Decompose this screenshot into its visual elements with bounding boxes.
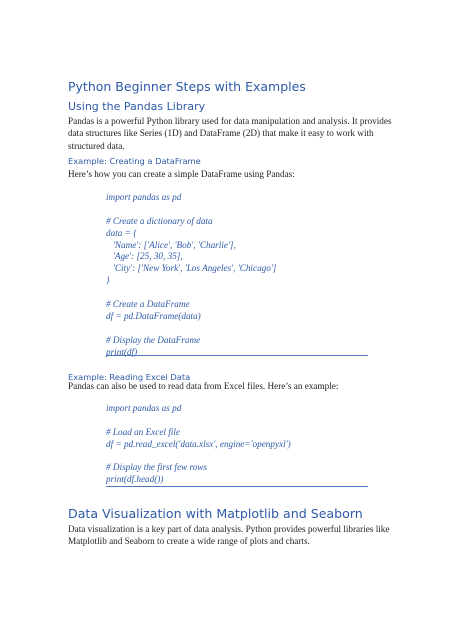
code-line: print(df.head()) bbox=[106, 474, 164, 485]
code-line: df = pd.read_excel('data.xlsx', engine='openpyxl') bbox=[106, 438, 291, 449]
paragraph-line: data structures like Series (1D) and DataFrame (2D) that make it easy to work with bbox=[68, 128, 374, 139]
code-line: df = pd.DataFrame(data) bbox=[106, 310, 201, 321]
section-heading-visualization: Data Visualization with Matplotlib and Seaborn bbox=[68, 506, 363, 521]
code-line: # Display the DataFrame bbox=[106, 334, 201, 345]
code-line: import pandas as pd bbox=[106, 192, 182, 202]
code-line: print(df) bbox=[106, 346, 138, 357]
example-heading-dataframe: Example: Creating a DataFrame bbox=[68, 156, 201, 166]
code-line bbox=[106, 204, 276, 216]
excel-intro-paragraph bbox=[68, 380, 438, 392]
section-heading-pandas: Using the Pandas Library bbox=[68, 100, 206, 113]
code-line: # Display the first few rows bbox=[106, 462, 207, 473]
paragraph-line: Pandas is a powerful Python library used for data manipulation and analysis. It provides bbox=[68, 116, 392, 126]
paragraph-line: Data visualization is a key part of data analysis. Python provides powerful libraries like bbox=[68, 524, 390, 534]
pandas-intro-paragraph bbox=[68, 115, 438, 152]
code-line bbox=[106, 415, 291, 427]
code-line: data = { bbox=[106, 227, 137, 238]
code-line: import pandas as pd bbox=[106, 403, 182, 413]
code-line: # Load an Excel file bbox=[106, 426, 180, 437]
code-block-divider bbox=[106, 486, 368, 487]
code-line: 'Age': [25, 30, 35], bbox=[106, 251, 183, 262]
code-line bbox=[106, 451, 291, 463]
code-line: # Create a dictionary of data bbox=[106, 215, 213, 226]
code-line: # Create a DataFrame bbox=[106, 299, 190, 310]
paragraph-line: Here’s how you can create a simple DataFrame using Pandas: bbox=[68, 169, 295, 179]
code-line bbox=[106, 287, 276, 299]
code-line: } bbox=[106, 275, 110, 286]
example-heading-excel: Example: Reading Excel Data bbox=[68, 372, 191, 382]
code-block-dataframe bbox=[106, 192, 276, 358]
code-line: 'Name': ['Alice', 'Bob', 'Charlie'], bbox=[106, 239, 236, 250]
code-line bbox=[106, 323, 276, 335]
paragraph-line: Matplotlib and Seaborn to create a wide range of plots and charts. bbox=[68, 536, 310, 547]
code-block-divider bbox=[106, 355, 368, 356]
paragraph-line: structured data. bbox=[68, 140, 125, 151]
visualization-intro-paragraph bbox=[68, 523, 438, 548]
dataframe-intro-paragraph bbox=[68, 168, 438, 180]
paragraph-line: Pandas can also be used to read data from Excel files. Here’s an example: bbox=[68, 381, 339, 391]
document-title: Python Beginner Steps with Examples bbox=[68, 79, 306, 94]
code-line: 'City': ['New York', 'Los Angeles', 'Chicago'] bbox=[106, 263, 277, 274]
code-block-excel bbox=[106, 403, 291, 486]
